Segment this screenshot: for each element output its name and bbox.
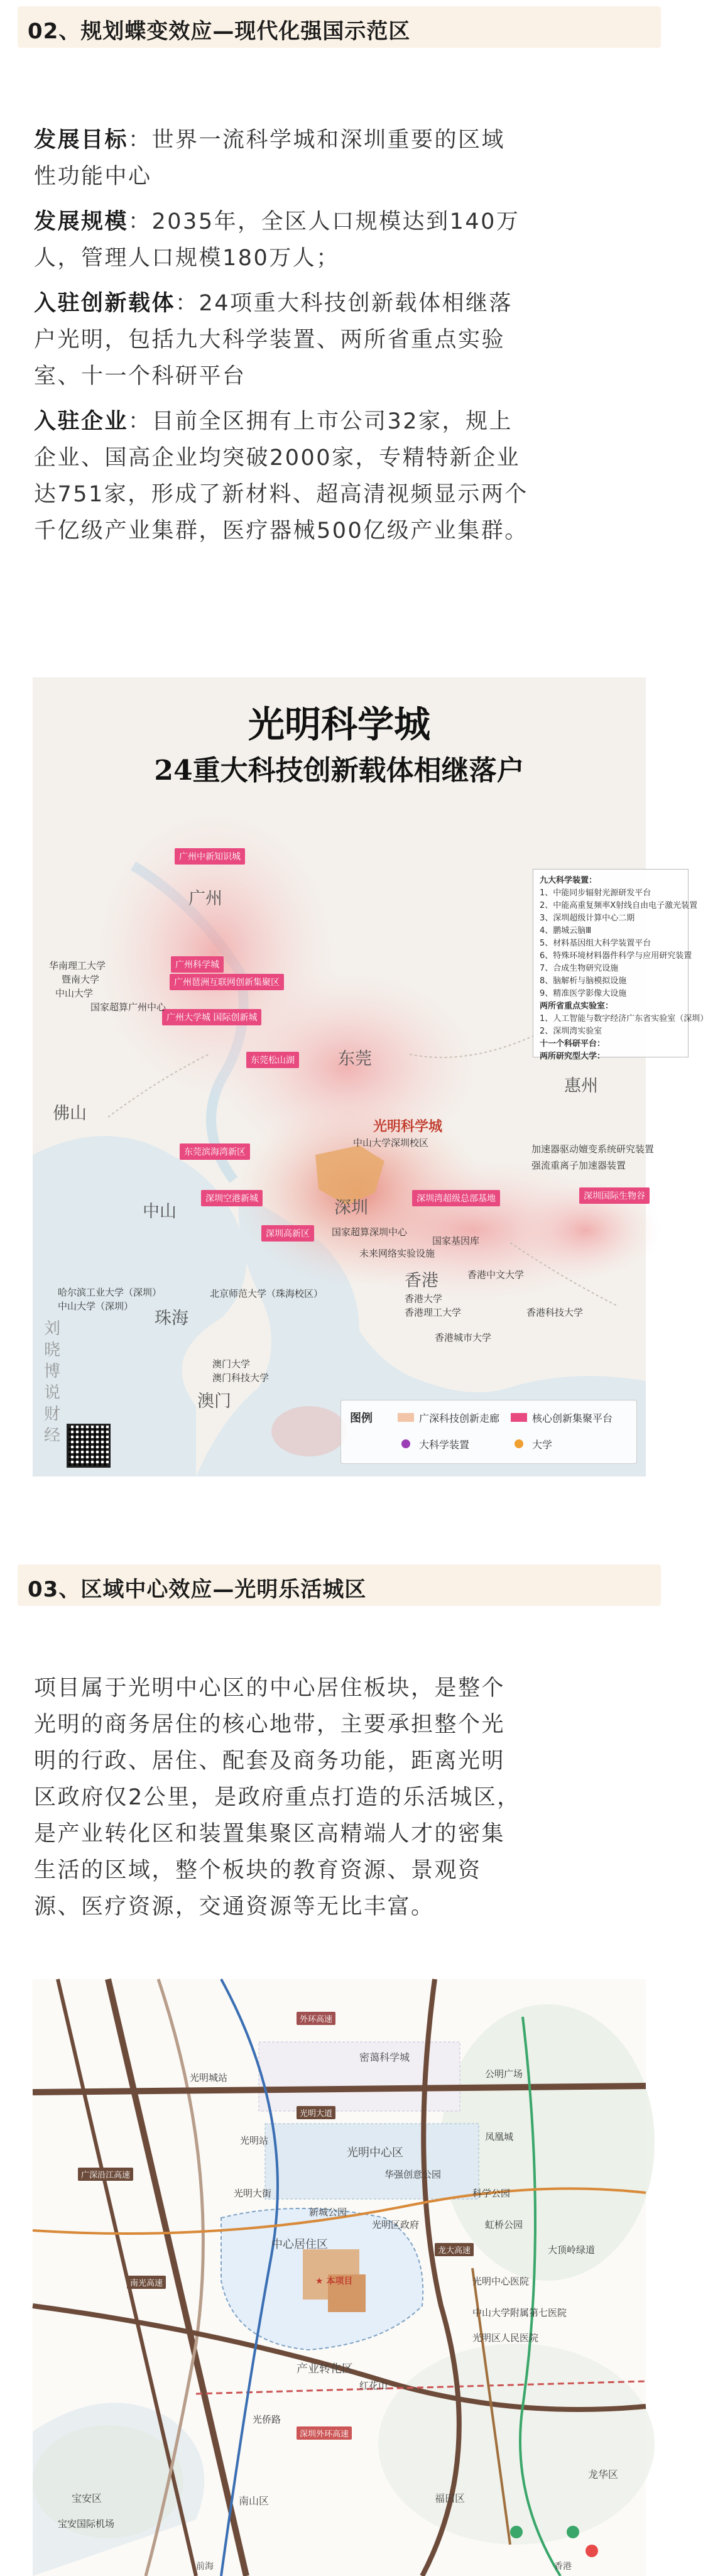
section-02-title: 02、规划蝶变效应—现代化强国示范区 (28, 19, 411, 44)
poi-label: 大顶岭绿道 (548, 2244, 596, 2256)
university-label: 暨南大学 (62, 974, 100, 985)
university-label: 香港中文大学 (467, 1269, 525, 1280)
legend-item: 4、鹏城云脑Ⅲ (540, 926, 592, 936)
station-label: 公明广场 (485, 2068, 523, 2080)
university-label: 中山大学（深圳） (58, 1301, 134, 1312)
s3-line: 区政府仅2公里，是政府重点打造的乐活城区， (34, 1785, 521, 1810)
carrier-line-3: 室、十一个科研平台 (34, 364, 246, 389)
facility-label: 国家基因库 (432, 1235, 480, 1247)
pink-tag: 深圳湾超级总部基地 (412, 1190, 500, 1206)
legend-item: 2、深圳湾实验室 (540, 1027, 602, 1036)
university-label: 中山大学 (55, 988, 94, 999)
science-city-map-background (33, 677, 646, 1476)
scale-label: 发展规模 (34, 209, 129, 234)
goal-line (34, 122, 645, 158)
pink-tag: 深圳高新区 (261, 1225, 314, 1242)
area-label: 中心居住区 (271, 2238, 328, 2251)
section-03-body (34, 1670, 645, 1925)
pink-tag: 深圳空港新城 (201, 1190, 263, 1206)
station-label: 光明大街 (234, 2188, 272, 2199)
section-02-header (18, 6, 661, 48)
station-label: 科学公园 (472, 2188, 511, 2199)
road-label: 南光高速 (127, 2276, 166, 2289)
poi-label: 光明区人民医院 (472, 2332, 539, 2344)
road-label: 广深沿江高速 (78, 2168, 133, 2181)
university-label: 华南理工大学 (49, 960, 106, 971)
university-label: 北京师范大学（珠海校区） (210, 1288, 324, 1299)
carrier-text: ：24项重大科技创新载体相继落 (175, 291, 513, 316)
enterprise-line-2: 企业、国高企业均突破2000家，专精特新企业 (34, 445, 521, 471)
map1-title: 光明科学城 (248, 703, 430, 746)
poi-label: 新城公园 (309, 2207, 347, 2218)
university-label: 香港城市大学 (435, 1332, 492, 1343)
map1-legend (533, 869, 708, 1061)
station-label: 红花山 (359, 2380, 388, 2391)
enterprise-line (34, 403, 645, 440)
city-shenzhen: 深圳 (334, 1198, 368, 1218)
road-label: 深圳外环高速 (297, 2426, 352, 2440)
university-label: 哈尔滨工业大学（深圳） (58, 1287, 162, 1298)
area-label: 宝安区 (72, 2492, 102, 2504)
station-label: 凤凰城 (485, 2131, 514, 2142)
city-hongkong: 香港 (405, 1271, 438, 1291)
poi-label: 光明区政府 (372, 2219, 420, 2230)
enterprise-line-3: 达751家，形成了新材料、超高清视频显示两个 (34, 482, 528, 507)
s3-line: 明的行政、居住、配套及商务功能，距离光明 (34, 1749, 506, 1774)
goal-text: ：世界一流科学城和深圳重要的区域 (128, 128, 506, 153)
corridor-legend-icon (398, 1413, 414, 1422)
district-map (33, 1979, 646, 2576)
facility-label: 国家超算广州中心 (90, 1001, 166, 1013)
enterprise-line-4: 千亿级产业集群，医疗器械500亿级产业集群。 (34, 518, 528, 543)
poi-label: 华强创意公园 (384, 2169, 442, 2180)
poi-label: 虹桥公园 (485, 2219, 523, 2230)
legend-item: 1、人工智能与数字经济广东省实验室（深圳） (540, 1014, 708, 1023)
city-dongguan: 东莞 (338, 1049, 372, 1069)
pink-tag: 广州科学城 (171, 956, 224, 973)
city-foshan: 佛山 (53, 1104, 87, 1123)
road-label: 光明大道 (297, 2106, 335, 2119)
city-zhongshan: 中山 (143, 1202, 177, 1221)
city-zhuhai: 珠海 (155, 1309, 188, 1328)
pink-tag: 东莞松山湖 (246, 1052, 299, 1068)
legend-item: 十一个科研平台： (540, 1039, 606, 1049)
university-label: 香港科技大学 (526, 1307, 584, 1318)
legend-facility: 大科学装置 (419, 1439, 470, 1451)
s3-line: 项目属于光明中心区的中心居住板块，是整个 (34, 1676, 506, 1701)
carrier-label: 入驻创新载体 (34, 291, 176, 316)
city-guangzhou: 广州 (188, 889, 222, 909)
poi-label: 宝安国际机场 (58, 2518, 115, 2530)
science-city-map (33, 677, 708, 1476)
road-label: 外环高速 (297, 2012, 335, 2025)
legend-hub: 核心创新集聚平台 (532, 1412, 613, 1424)
goal-label: 发展目标 (34, 128, 129, 153)
station-label: 光明站 (240, 2135, 269, 2146)
science-city-marker-label: 光明科学城 (373, 1119, 443, 1135)
area-label: 产业转化区 (297, 2362, 353, 2376)
legend-item: 5、材料基因组大科学装置平台 (540, 939, 651, 948)
city-huizhou: 惠州 (564, 1076, 598, 1096)
university-label: 澳门科技大学 (212, 1372, 270, 1384)
section-03-header (18, 1564, 661, 1606)
facility-label: 中山大学深圳校区 (353, 1137, 429, 1149)
legend-item: 1、中能同步辐射光源研发平台 (540, 888, 651, 898)
area-label: 福田区 (435, 2492, 466, 2504)
university-label: 澳门大学 (212, 1358, 251, 1370)
legend-item: 9、精准医学影像大设施 (540, 989, 627, 998)
section-02-body (34, 122, 645, 549)
scale-line (34, 204, 645, 240)
project-label: 本项目 (326, 2276, 353, 2286)
legend-corridor: 广深科技创新走廊 (419, 1412, 500, 1424)
road-label: 龙大高速 (435, 2243, 474, 2256)
pink-tag: 广州中新知识城 (175, 848, 245, 865)
city-macau: 澳门 (197, 1392, 231, 1411)
station-label: 光明城站 (190, 2072, 228, 2083)
facility-label: 强流重离子加速器装置 (531, 1160, 626, 1171)
area-label: 南山区 (239, 2495, 270, 2507)
bottom-legend (340, 1400, 637, 1464)
s3-line: 源、医疗资源，交通资源等无比丰富。 (34, 1894, 435, 1919)
scale-line-2: 人，管理人口规模180万人； (34, 246, 340, 271)
carrier-line (34, 285, 645, 322)
university-label: 香港大学 (405, 1293, 443, 1304)
legend-item: 两所研究型大学： (540, 1052, 606, 1061)
project-marker-label: ★ 本项目 (315, 2276, 353, 2286)
legend-item: 8、脑解析与脑模拟设施 (540, 976, 627, 986)
s3-line: 是产业转化区和装置集聚区高精端人才的密集 (34, 1821, 506, 1847)
pink-tag: 深圳国际生物谷 (579, 1187, 650, 1204)
facility-label: 加速器驱动嬗变系统研究装置 (531, 1143, 655, 1155)
enterprise-text: ：目前全区拥有上市公司32家，规上 (128, 409, 513, 434)
legend-item: 6、特殊环境材料器件科学与应用研究装置 (540, 951, 692, 961)
area-label: 香港 (554, 2562, 572, 2572)
facility-label: 未来网络实验设施 (359, 1248, 435, 1259)
legend-item: 2、中能高重复频率X射线自由电子激光装置 (540, 901, 698, 910)
university-label: 香港理工大学 (405, 1307, 462, 1318)
s3-line: 光明的商务居住的核心地带，主要承担整个光 (34, 1712, 506, 1737)
goal-line-2: 性功能中心 (34, 164, 152, 189)
map1-subtitle: 24重大科技创新载体相继落户 (154, 755, 525, 787)
scale-text: ：2035年，全区人口规模达到140万 (128, 209, 520, 234)
hub-legend-icon (511, 1413, 527, 1422)
pink-tag: 广州大学城 国际创新城 (162, 1009, 261, 1025)
poi-label: 中山大学附属第七医院 (472, 2307, 567, 2318)
vertical-author: 刘晓博说财经 (44, 1319, 61, 1445)
area-label: 前海 (196, 2562, 214, 2572)
enterprise-label: 入驻企业 (34, 409, 129, 434)
legend-item: 3、深圳超级计算中心二期 (540, 914, 635, 923)
facility-legend-icon (401, 1439, 410, 1448)
pink-tag: 广州琶洲互联网创新集聚区 (170, 974, 284, 990)
carrier-line-2: 户光明，包括九大科学装置、两所省重点实验 (34, 327, 506, 352)
university-legend-icon (515, 1439, 523, 1448)
s3-line: 生活的区域，整个板块的教育资源、景观资 (34, 1858, 482, 1883)
legend-university: 大学 (532, 1439, 553, 1451)
poi-label: 光明中心医院 (472, 2276, 530, 2287)
station-label: 光侨路 (253, 2414, 281, 2425)
legend-title: 九大科学装置： (540, 876, 597, 885)
legend-item: 7、合成生物研究设施 (540, 964, 619, 973)
facility-label: 国家超算深圳中心 (332, 1226, 408, 1238)
qr-code-icon (67, 1424, 111, 1468)
section-03-title: 03、区域中心效应—光明乐活城区 (28, 1577, 367, 1602)
area-label: 龙华区 (588, 2469, 619, 2480)
area-label: 密蔼科学城 (359, 2051, 410, 2063)
bottom-legend-title: 图例 (350, 1412, 373, 1425)
area-label: 光明中心区 (347, 2146, 403, 2159)
legend-item: 两所省重点实验室： (540, 1001, 614, 1011)
pink-tag: 东莞滨海湾新区 (180, 1143, 250, 1160)
